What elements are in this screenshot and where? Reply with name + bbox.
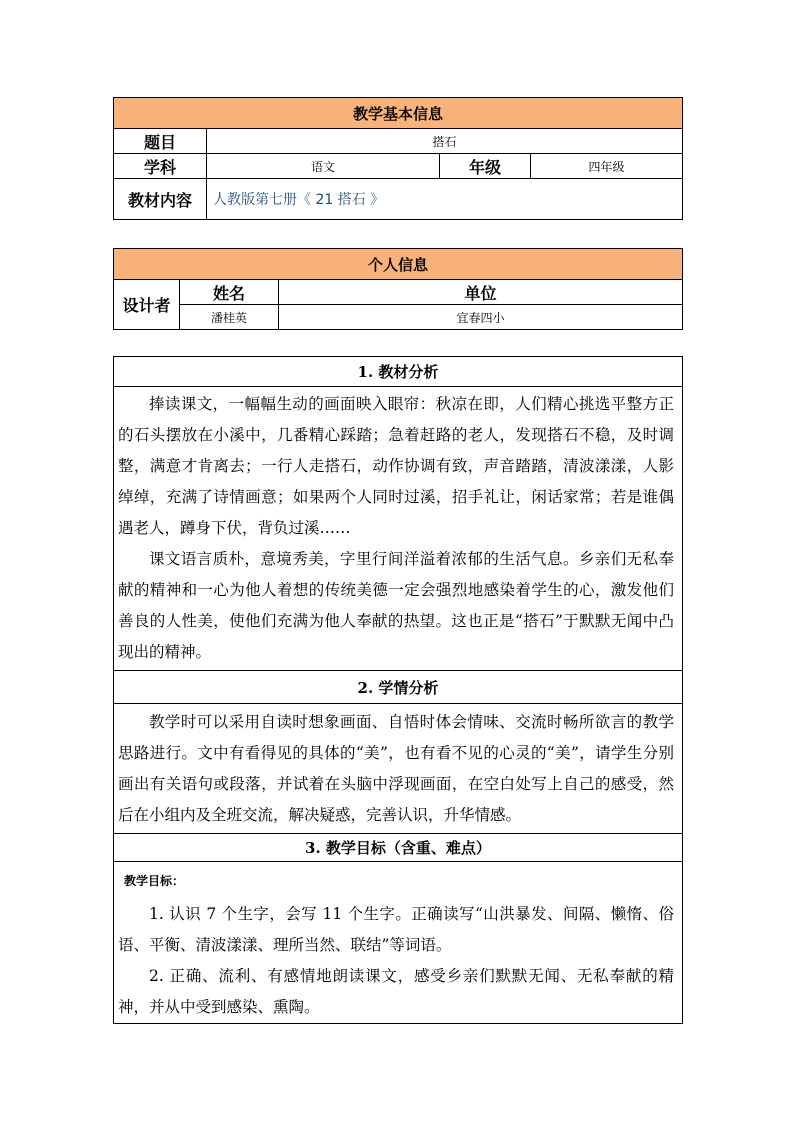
unit-label: 单位: [279, 280, 683, 305]
subject-value: 语文: [207, 154, 440, 179]
grade-value: 四年级: [531, 154, 683, 179]
material-label: 教材内容: [114, 179, 207, 220]
learner-analysis-body: [114, 704, 683, 834]
teaching-goals-label: 教学目标：: [124, 874, 185, 888]
basic-info-table: [113, 97, 683, 220]
teaching-goal-1: 1. 认识 7 个生字，会写 11 个生字。正确读写“山洪暴发、间隔、懒惰、俗语、平衡、清波漾漾、理所当然、联结”等词语。: [118, 905, 674, 954]
topic-label: 题目: [114, 129, 207, 154]
basic-info-header: 教学基本信息: [114, 98, 683, 129]
name-value: 潘桂英: [180, 305, 279, 330]
personal-info-header: 个人信息: [114, 249, 683, 280]
grade-label: 年级: [440, 154, 531, 179]
teaching-goals-title: 3. 教学目标（含重、难点）: [114, 834, 683, 862]
personal-info-table: [113, 248, 683, 330]
unit-value: 宜春四小: [279, 305, 683, 330]
subject-label: 学科: [114, 154, 207, 179]
topic-value: 搭石: [207, 129, 683, 154]
material-analysis-paragraph-1: 捧读课文，一幅幅生动的画面映入眼帘：秋凉在即，人们精心挑选平整方正的石头摆放在小溪中，几番精心踩踏；急着赶路的老人，发现搭石不稳，及时调整，满意才肯离去；一行人走搭石，动作协调有致，声音踏踏，清波漾漾，人影绰绰，充满了诗情画意；如果两个人同时过溪，招手礼让，闲话家常；若是谁偶遇老人，蹲身下伏，背负过溪……: [118, 395, 674, 537]
name-label: 姓名: [180, 280, 279, 305]
learner-analysis-title: 2. 学情分析: [114, 671, 683, 704]
material-analysis-paragraph-2: 课文语言质朴，意境秀美，字里行间洋溢着浓郁的生活气息。乡亲们无私奉献的精神和一心为他人着想的传统美德一定会强烈地感染着学生的心，激发他们善良的人性美，使他们充满为他人奉献的热望。这也正是“搭石”于默默无闻中凸现出的精神。: [118, 550, 674, 661]
teaching-analysis-table: [113, 356, 683, 1024]
teaching-goal-2: 2. 正确、流利、有感情地朗读课文，感受乡亲们默默无闻、无私奉献的精神，并从中受到感染、熏陶。: [118, 967, 674, 1016]
material-analysis-title: 1. 教材分析: [114, 357, 683, 387]
teaching-goals-body: [114, 862, 683, 1024]
learner-analysis-paragraph: 教学时可以采用自读时想象画面、自悟时体会情味、交流时畅所欲言的教学思路进行。文中有看得见的具体的“美”，也有看不见的心灵的“美”，请学生分别画出有关语句或段落，并试着在头脑中浮现画面，在空白处写上自己的感受，然后在小组内及全班交流，解决疑惑，完善认识，升华情感。: [118, 712, 674, 824]
material-value: 人教版第七册《 21 搭石 》: [207, 179, 683, 220]
material-analysis-body: [114, 387, 683, 671]
designer-label: 设计者: [114, 280, 180, 330]
